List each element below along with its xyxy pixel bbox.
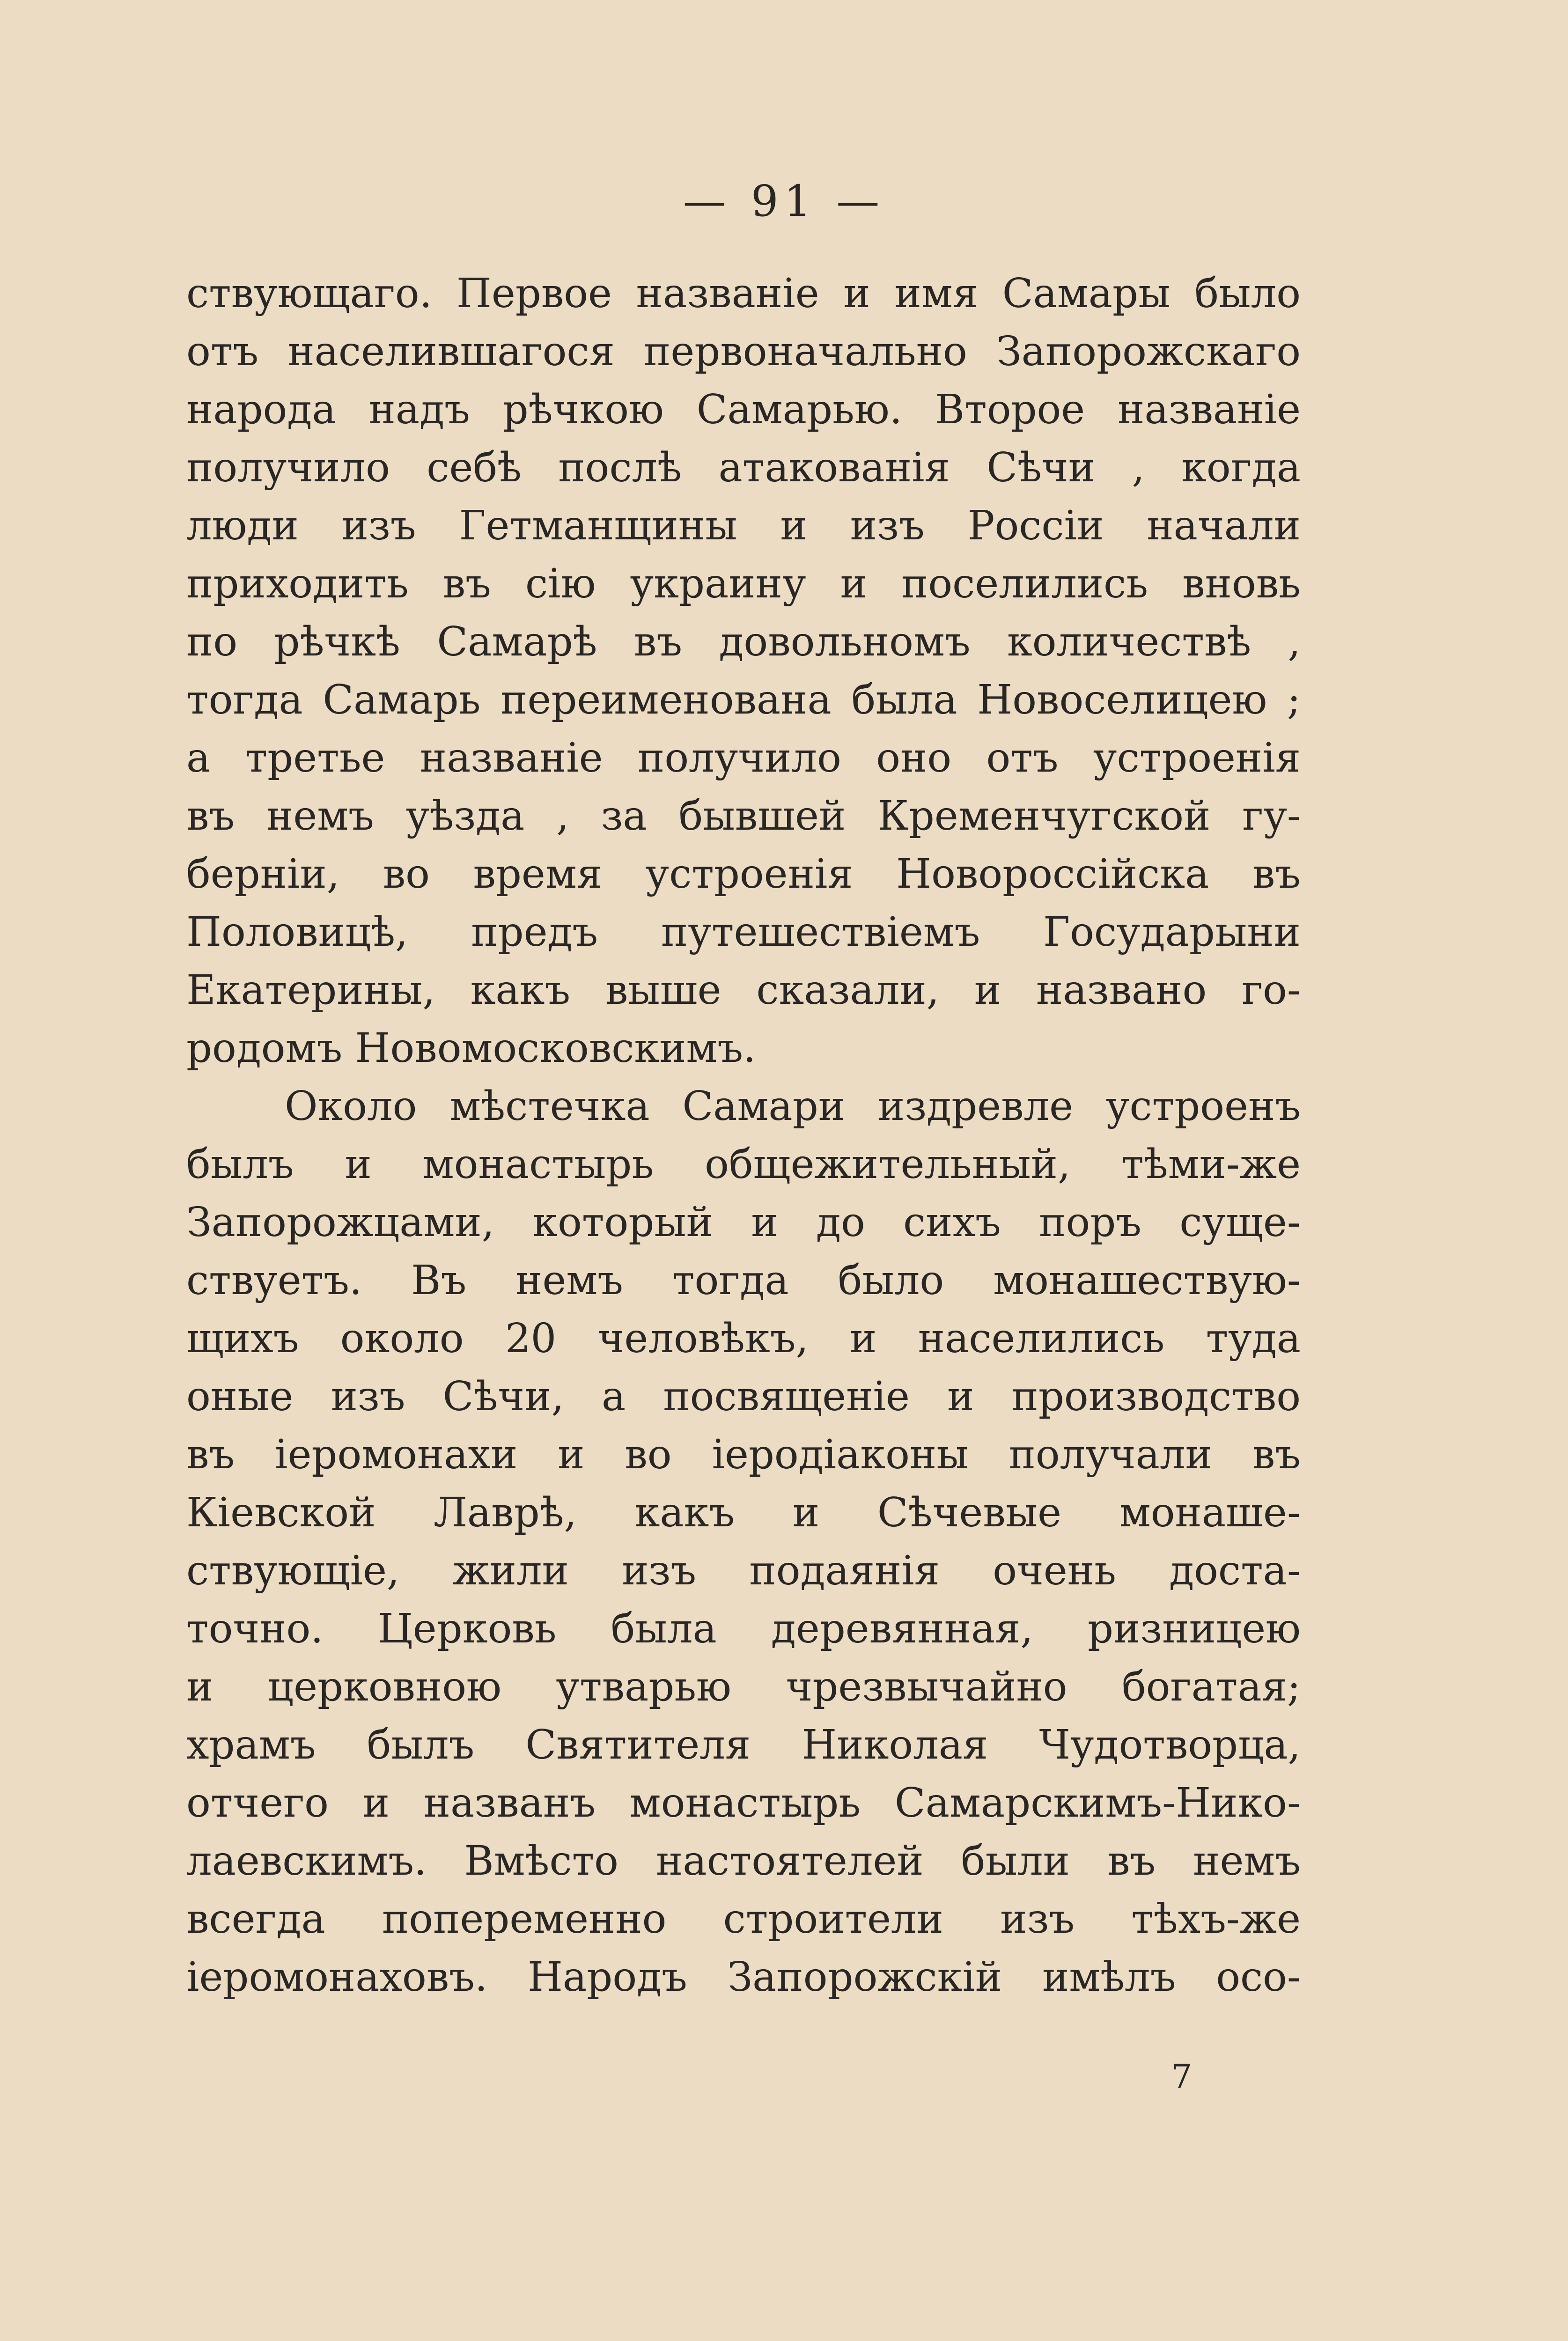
text-line: точно. Церковь была деревянная, ризницею (186, 1605, 1301, 1652)
text-line: Запорожцами, который и до сихъ поръ суще- (186, 1199, 1301, 1246)
text-line: ствующаго. Первое названіе и имя Самары было (186, 270, 1301, 317)
text-line: въ іеромонахи и во іеродіаконы получали въ (186, 1431, 1301, 1478)
text-line: храмъ былъ Святителя Николая Чудотворца, (186, 1722, 1301, 1768)
text-line: былъ и монастырь общежительный, тѣми-же (186, 1141, 1301, 1188)
page-number: — 91 — (683, 176, 885, 226)
text-line: по рѣчкѣ Самарѣ въ довольномъ количествѣ , (186, 618, 1301, 665)
text-line: и церковною утварью чрезвычайно богатая; (186, 1664, 1301, 1710)
text-line: Кіевской Лаврѣ, какъ и Сѣчевые монаше- (186, 1489, 1301, 1536)
signature-mark: 7 (1171, 2057, 1193, 2096)
text-line: ствующіе, жили изъ подаянія очень доста- (186, 1547, 1301, 1594)
text-line: іеромонаховъ. Народъ Запорожскій имѣлъ осо- (186, 1954, 1301, 2001)
text-line: а третье названіе получило оно отъ устроенія (186, 735, 1301, 781)
text-line: родомъ Новомосковскимъ. (186, 1025, 756, 1072)
text-line: тогда Самарь переименована была Новоселицею ; (186, 677, 1301, 723)
text-line: ствуетъ. Въ немъ тогда было монашествую- (186, 1257, 1301, 1304)
text-line: оные изъ Сѣчи, а посвященіе и производство (186, 1373, 1301, 1420)
text-line: всегда попеременно строители изъ тѣхъ-же (186, 1896, 1301, 1943)
text-line: берніи, во время устроенія Новороссійска въ (186, 851, 1301, 898)
text-line: народа надъ рѣчкою Самарью. Второе названіе (186, 386, 1301, 433)
text-line: отъ населившагося первоначально Запорожскаго (186, 328, 1301, 375)
text-line: Около мѣстечка Самари издревле устроенъ (285, 1083, 1301, 1130)
text-line: въ немъ уѣзда , за бывшей Кременчугской гу- (186, 793, 1301, 839)
text-line: получило себѣ послѣ атакованія Сѣчи , когда (186, 444, 1301, 491)
text-line: Екатерины, какъ выше сказали, и названо го- (186, 967, 1301, 1014)
text-line: приходить въ сію украину и поселились вновь (186, 560, 1301, 607)
text-line: лаевскимъ. Вмѣсто настоятелей были въ немъ (186, 1838, 1301, 1885)
text-line: Половицѣ, предъ путешествіемъ Государыни (186, 909, 1301, 956)
text-line: щихъ около 20 человѣкъ, и населились туда (186, 1315, 1301, 1362)
body-text (186, 265, 1301, 2006)
text-line: отчего и названъ монастырь Самарскимъ-Нико- (186, 1780, 1301, 1826)
text-line: люди изъ Гетманщины и изъ Россіи начали (186, 502, 1301, 549)
